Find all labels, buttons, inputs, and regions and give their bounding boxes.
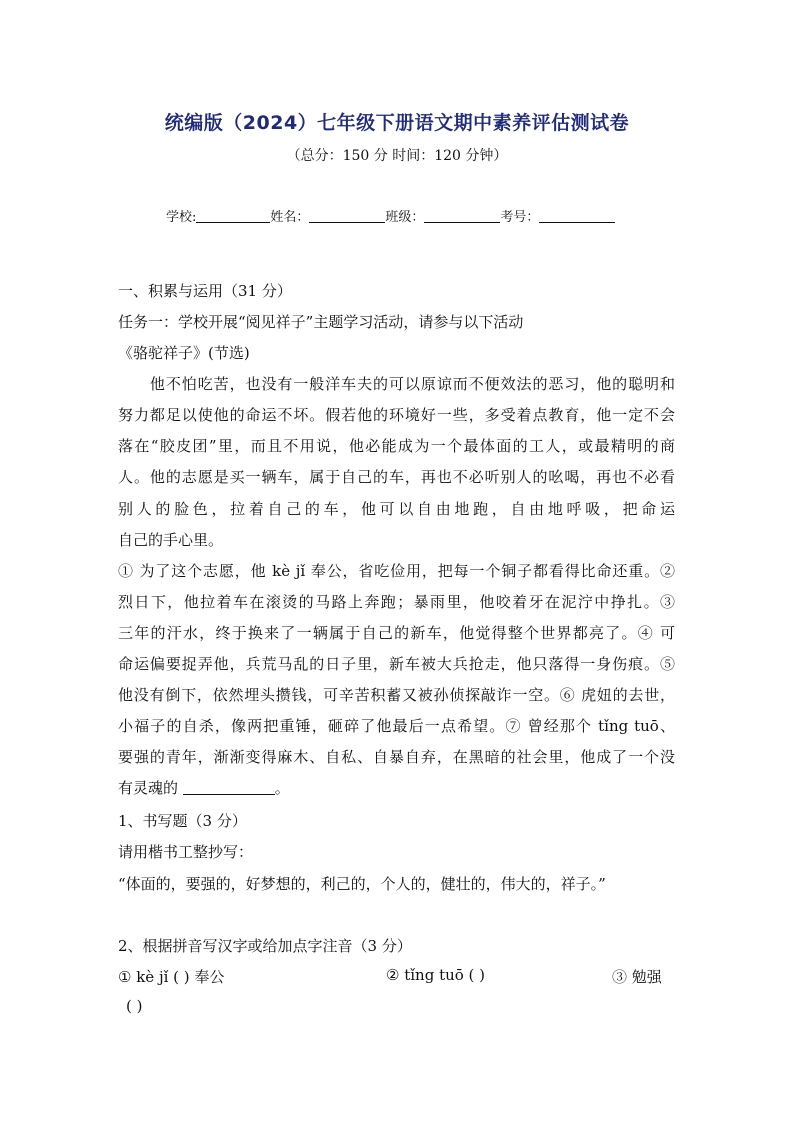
excerpt-title: 《骆驼祥子》(节选) xyxy=(118,344,250,362)
class-blank[interactable] xyxy=(424,208,500,223)
question-2-item-3: ③ 勉强 xyxy=(612,968,662,986)
passage-line: 命运偏要捉弄他，兵荒马乱的日子里，新车被大兵抢走，他只落得一身伤痕。⑤ xyxy=(118,655,675,673)
passage-line: 自己的手心里。 xyxy=(118,531,224,549)
question-1-instruction: 请用楷书工整抄写： xyxy=(118,843,254,861)
passage-line: 烈日下，他拉着车在滚烫的马路上奔跑；暴雨里，他咬着牙在泥泞中挣扎。③ xyxy=(118,593,675,611)
fill-in-blank[interactable] xyxy=(183,780,275,795)
passage-text: 。 xyxy=(274,779,290,797)
question-2-item-1: ① kè jǐ ( ) 奉公 xyxy=(118,968,225,986)
passage-line-blank xyxy=(118,777,290,798)
passage-line: 别人的脸色，拉着自己的车，他可以自由地跑，自由地呼吸，把命运 xyxy=(118,500,675,518)
section-heading: 一、积累与运用（31 分） xyxy=(118,282,292,300)
passage-text: 有灵魂的 xyxy=(118,779,183,797)
passage-line: 要强的青年，渐渐变得麻木、自私、自暴自弃，在黑暗的社会里，他成了一个没 xyxy=(118,748,675,766)
exam-no-blank[interactable] xyxy=(539,208,615,223)
passage-line: 三年的汗水，终于换来了一辆属于自己的新车，他觉得整个世界都亮了。④ 可 xyxy=(118,624,675,642)
school-blank[interactable] xyxy=(196,208,270,223)
exam-meta: （总分：150 分 时间：120 分钟） xyxy=(286,148,508,164)
question-1-quote: “体面的，要强的，好梦想的，利己的，个人的，健壮的，伟大的，祥子。” xyxy=(118,875,606,893)
task-description: 任务一：学校开展“阅见祥子”主题学习活动，请参与以下活动 xyxy=(118,313,524,331)
school-label: 学校: xyxy=(166,210,197,225)
passage-line: 他不怕吃苦，也没有一般洋车夫的可以原谅而不便效法的恶习，他的聪明和 xyxy=(118,375,675,393)
page-title: 统编版（2024）七年级下册语文期中素养评估测试卷 xyxy=(164,112,630,134)
name-label: 姓名： xyxy=(270,210,310,225)
passage-line: 小福子的自杀，像两把重锤，砸碎了他最后一点希望。⑦ 曾经那个 tǐng tuō、 xyxy=(118,717,675,735)
name-blank[interactable] xyxy=(309,208,385,223)
passage-line: 他没有倒下，依然埋头攒钱，可辛苦积蓄又被孙侦探敲诈一空。⑥ 虎妞的去世， xyxy=(118,686,675,704)
passage-line: 落在“胶皮团”里，而且不用说，他必能成为一个最体面的工人，或最精明的商 xyxy=(118,437,675,455)
question-1-heading: 1、书写题（3 分） xyxy=(118,812,247,830)
question-2-heading: 2、根据拼音写汉字或给加点字注音（3 分） xyxy=(118,937,412,955)
question-2-item-3-blank[interactable]: ( ) xyxy=(126,997,143,1015)
passage-line: 努力都足以使他的命运不坏。假若他的环境好一些，多受着点教育，他一定不会 xyxy=(118,406,675,424)
question-2-item-2: ② tǐng tuō ( ) xyxy=(386,966,486,984)
student-info-row xyxy=(166,206,615,225)
passage-line: ① 为了这个志愿，他 kè jǐ 奉公，省吃俭用，把每一个铜子都看得比命还重。② xyxy=(118,562,675,580)
class-label: 班级： xyxy=(385,210,425,225)
passage-line: 人。他的志愿是买一辆车，属于自己的车，再也不必听别人的吆喝，再也不必看 xyxy=(118,468,675,486)
exam-no-label: 考号： xyxy=(500,210,540,225)
